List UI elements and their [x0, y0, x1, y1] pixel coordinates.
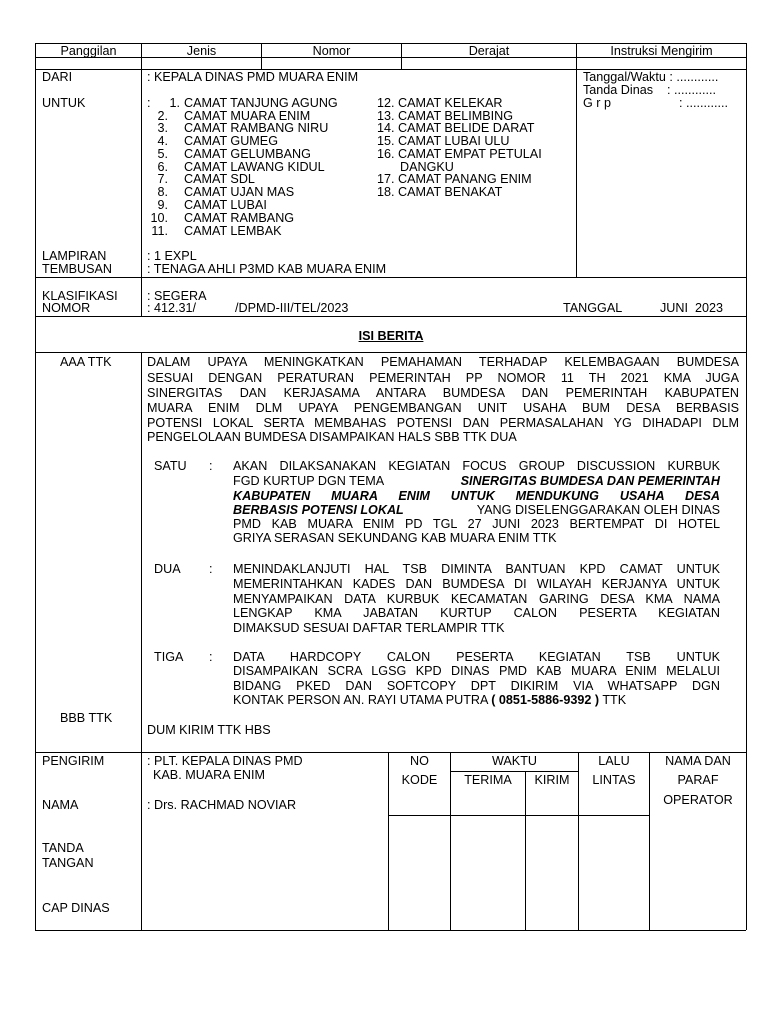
tiga-line: DISAMPAIKAN SCRA LGSG KPD DINAS PMD KAB MUARA ENIM MELALUI — [233, 664, 720, 678]
header-nomor: Nomor — [312, 44, 351, 58]
tanggal-waktu: Tanggal/Waktu : ............ — [583, 70, 719, 84]
tiga-line: DATA HARDCOPY CALON PESERTA KEGIATAN TSB UNTUK — [233, 650, 720, 664]
untuk-label: UNTUK — [42, 96, 86, 110]
no-header: NO — [410, 754, 429, 768]
waktu-header: WAKTU — [491, 754, 537, 768]
tiga-line-last — [233, 694, 626, 707]
tanggal-label: TANGGAL — [563, 301, 623, 315]
point-sep: : — [209, 650, 213, 664]
recipient-num: 6. — [157, 160, 168, 174]
lintas-header: LINTAS — [592, 773, 636, 787]
recipient-item: 17. CAMAT PANANG ENIM — [377, 172, 532, 186]
recipient-item: 12. CAMAT KELEKAR — [377, 96, 503, 110]
recipient-num: 10. — [150, 211, 168, 225]
point-label-dua: DUA — [154, 562, 181, 576]
intro-line: SESUAI DENGAN PERATURAN PEMERINTAH PP NOMOR 11 TH 2021 KMA JUGA — [147, 371, 739, 385]
recipient-name: CAMAT RAMBANG NIRU — [184, 121, 329, 135]
recipient-num: 2. — [157, 109, 168, 123]
recipient-name: CAMAT RAMBANG — [184, 211, 295, 225]
tanggal-value: JUNI 2023 — [660, 301, 723, 315]
recipient-name: CAMAT LAWANG KIDUL — [184, 160, 325, 174]
kode-header: KODE — [401, 773, 438, 787]
satu-line: YANG DISELENGGARAKAN OLEH DINAS — [476, 503, 720, 517]
satu-line: PMD KAB MUARA ENIM PD TGL 27 JUNI 2023 BERTEMPAT DI HOTEL — [233, 517, 720, 531]
recipient-num: 9. — [157, 198, 168, 212]
recipient-num: 11. — [151, 224, 168, 238]
lalu-header: LALU — [598, 754, 630, 768]
tanda-label-1: TANDA — [42, 841, 84, 855]
satu-theme: SINERGITAS BUMDESA DAN PEMERINTAH — [460, 474, 720, 488]
bbb-label: BBB TTK — [60, 711, 113, 725]
grp-label: G r p — [583, 96, 611, 110]
closing-line: DUM KIRIM TTK HBS — [147, 723, 271, 737]
dua-line-last: DIMAKSUD SESUAI DAFTAR TERLAMPIR TTK — [233, 621, 505, 635]
recipient-name: CAMAT GUMEG — [184, 134, 278, 148]
nomor-value: : 412.31/ — [147, 301, 197, 315]
point-sep: : — [209, 562, 213, 576]
point-sep: : — [209, 459, 213, 473]
recipient-item: 14. CAMAT BELIDE DARAT — [377, 121, 535, 135]
lampiran-value: : 1 EXPL — [147, 249, 197, 263]
dari-value: : KEPALA DINAS PMD MUARA ENIM — [147, 70, 359, 84]
dari-label: DARI — [42, 70, 73, 84]
nomor-suffix: /DPMD-III/TEL/2023 — [235, 301, 349, 315]
tembusan-label: TEMBUSAN — [42, 262, 112, 276]
klasifikasi-label: KLASIFIKASI — [42, 289, 118, 303]
satu-theme: BERBASIS POTENSI LOKAL — [233, 503, 404, 517]
recipient-item: 18. CAMAT BENAKAT — [377, 185, 503, 199]
intro-line: SINERGITAS DAN KERJASAMA ANTARA BUMDESA DAN PEMERINTAH KABUPATEN — [147, 386, 739, 400]
recipient-name: CAMAT SDL — [184, 172, 255, 186]
header-instruksi: Instruksi Mengirim — [610, 44, 713, 58]
tembusan-value: : TENAGA AHLI P3MD KAB MUARA ENIM — [147, 262, 387, 276]
intro-line: POTENSI LOKAL SERTA MEMBAHAS POTENSI DAN PERMASALAHAN YG DIHADAPI DLM — [147, 416, 739, 430]
nama-label: NAMA — [42, 798, 79, 812]
recipient-item-cont: DANGKU — [400, 160, 454, 174]
recipient-num: 1. — [169, 96, 180, 110]
dua-line: MENINDAKLANJUTI HAL TSB DIMINTA BANTUAN KPD CAMAT UNTUK — [233, 562, 720, 576]
pengirim-line1: : PLT. KEPALA DINAS PMD — [147, 754, 303, 768]
intro-line-last: PENGELOLAAN BUMDESA DISAMPAIKAN HALS SBB TTK DUA — [147, 430, 517, 444]
nama-value: : Drs. RACHMAD NOVIAR — [147, 798, 297, 812]
tanda-label-2: TANGAN — [42, 856, 94, 870]
recipient-num: 7. — [157, 172, 168, 186]
dua-line: MEMERINTAHKAN KADES DAN BUMDESA DI WILAYAH KERJANYA UNTUK — [233, 577, 720, 591]
recipient-name: CAMAT MUARA ENIM — [184, 109, 311, 123]
recipient-item: 15. CAMAT LUBAI ULU — [377, 134, 510, 148]
header-jenis: Jenis — [186, 44, 217, 58]
dua-line: LENGKAP KMA JABATAN KURTUP CALON PESERTA KEGIATAN — [233, 606, 720, 620]
recipient-num: 3. — [157, 121, 168, 135]
tiga-line: BIDANG PKED DAN SOFTCOPY DPT DIKIRIM VIA WHATSAPP DGN — [233, 679, 720, 693]
recipient-num: 4. — [157, 134, 168, 148]
isi-berita-title: ISI BERITA — [358, 329, 424, 343]
recipient-name: CAMAT GELUMBANG — [184, 147, 311, 161]
satu-line: AKAN DILAKSANAKAN KEGIATAN FOCUS GROUP DISCUSSION KURBUK — [233, 459, 720, 473]
header-panggilan: Panggilan — [60, 44, 117, 58]
cap-dinas-label: CAP DINAS — [42, 901, 110, 915]
grp-value: : ............ — [679, 96, 728, 110]
tanda-dinas: Tanda Dinas : ............ — [583, 83, 716, 97]
klasifikasi-value: : SEGERA — [147, 289, 207, 303]
lampiran-label: LAMPIRAN — [42, 249, 107, 263]
pengirim-line2: KAB. MUARA ENIM — [153, 768, 265, 782]
operator-header: OPERATOR — [663, 793, 733, 807]
intro-line: MUARA ENIM DLM UPAYA PENGEMBANGAN UNIT USAHA BUM DESA BERBASIS — [147, 401, 739, 415]
nomor-label: NOMOR — [42, 301, 91, 315]
recipient-name: CAMAT TANJUNG AGUNG — [184, 96, 338, 110]
recipient-name: CAMAT LUBAI — [184, 198, 267, 212]
satu-line: FGD KURTUP DGN TEMA — [233, 474, 385, 488]
recipient-num: 5. — [157, 147, 168, 161]
tiga-ttk: TTK — [602, 693, 627, 707]
recipient-name: CAMAT UJAN MAS — [184, 185, 295, 199]
recipient-item: 16. CAMAT EMPAT PETULAI — [377, 147, 542, 161]
pengirim-label: PENGIRIM — [42, 754, 105, 768]
satu-line: GRIYA SERASAN SEKUNDANG KAB MUARA ENIM TTK — [233, 531, 557, 545]
paraf-header: PARAF — [677, 773, 719, 787]
header-derajat: Derajat — [468, 44, 510, 58]
nama-dan-header: NAMA DAN — [665, 754, 731, 768]
terima-header: TERIMA — [464, 773, 512, 787]
tiga-contact: KONTAK PERSON AN. RAYI UTAMA PUTRA — [233, 693, 488, 707]
untuk-colon: : — [147, 96, 151, 110]
dua-line: MENYAMPAIKAN DATA KURBUK KECAMATAN GARING DESA KMA NAMA — [233, 592, 720, 606]
point-label-satu: SATU — [154, 459, 187, 473]
satu-theme: KABUPATEN MUARA ENIM UNTUK MENDUKUNG USAHA DESA — [233, 489, 720, 503]
recipient-name: CAMAT LEMBAK — [184, 224, 282, 238]
recipient-num: 8. — [157, 185, 168, 199]
recipient-item: 13. CAMAT BELIMBING — [377, 109, 514, 123]
intro-line: DALAM UPAYA MENINGKATKAN PEMAHAMAN TERHADAP KELEMBAGAAN BUMDESA — [147, 355, 739, 369]
aaa-label: AAA TTK — [60, 355, 112, 369]
kirim-header: KIRIM — [534, 773, 570, 787]
tiga-phone: ( 0851-5886-9392 ) — [491, 693, 600, 707]
point-label-tiga: TIGA — [154, 650, 184, 664]
